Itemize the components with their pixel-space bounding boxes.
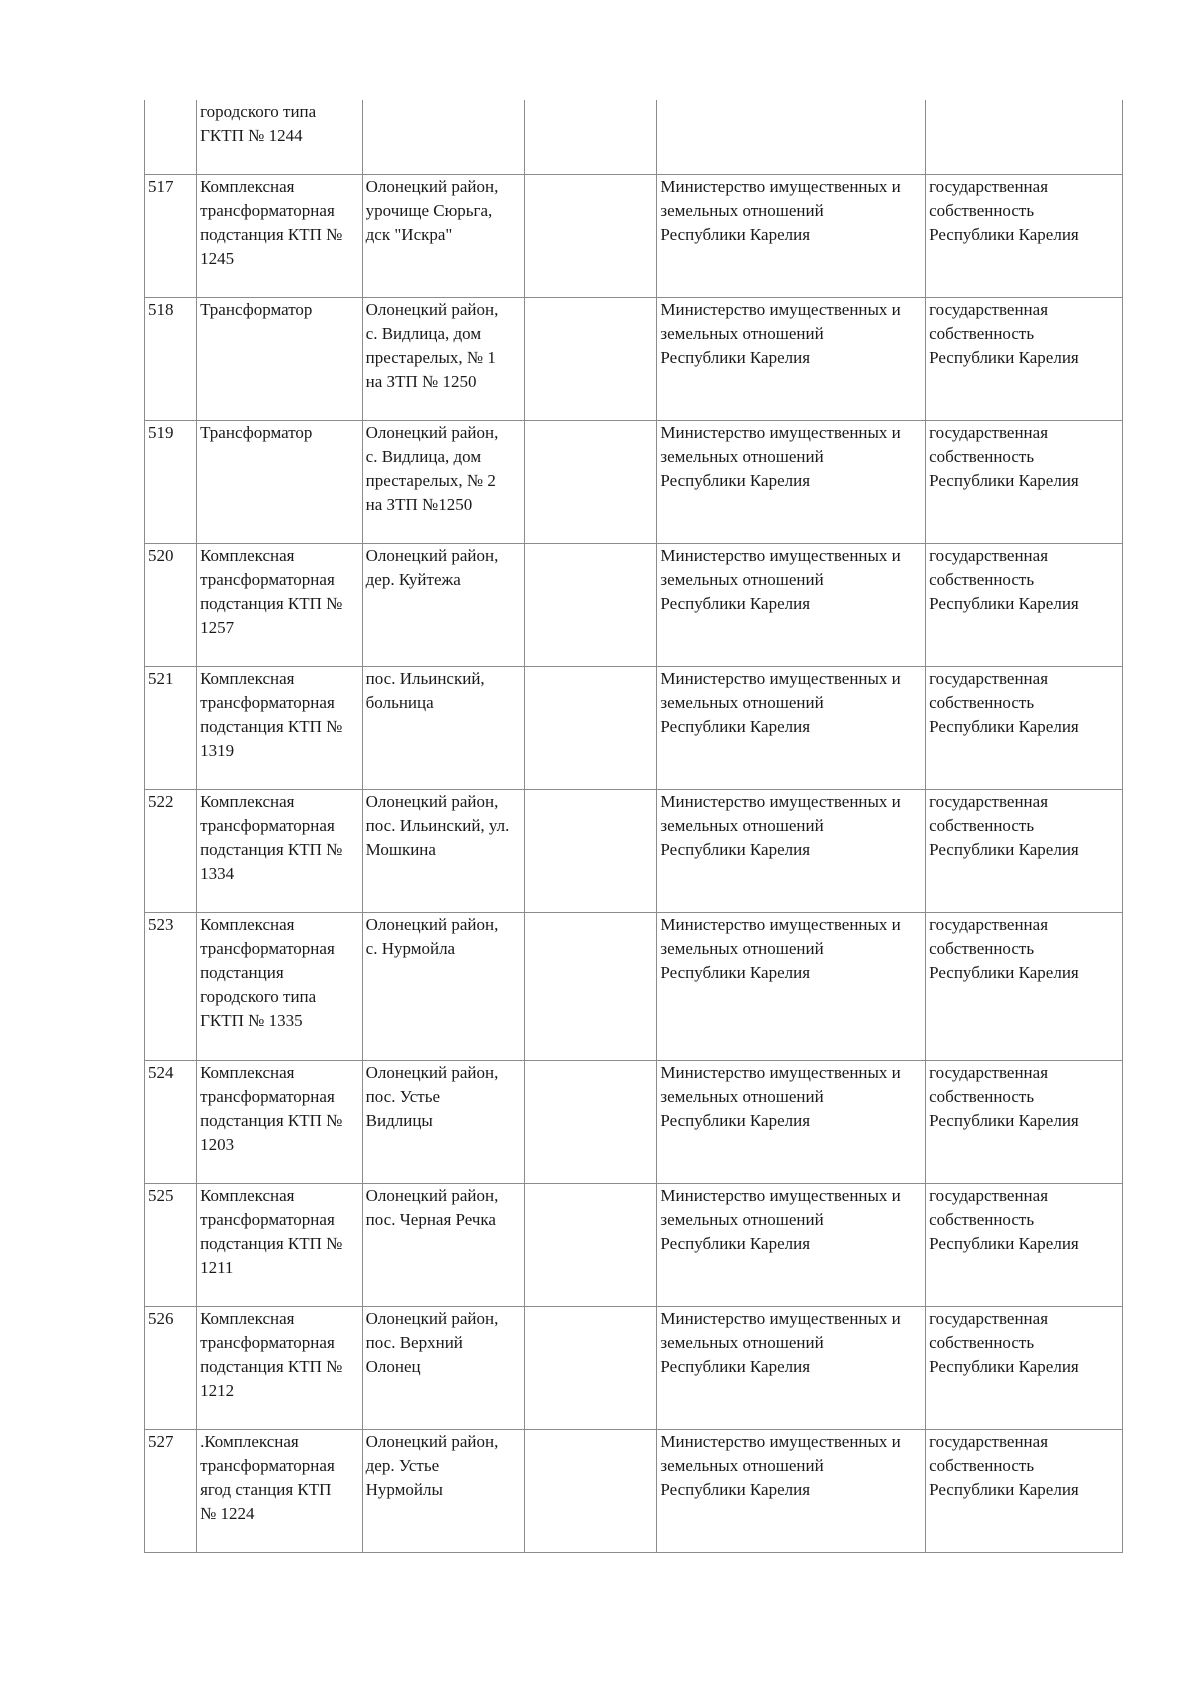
ownership-type-cell [926,789,1123,912]
row-number-cell [145,666,197,789]
rights-holder-text: Министерство имущественных и земельных отношений Республики Карелия [660,1431,901,1499]
object-name-cell [197,543,363,666]
rights-holder-text: Министерство имущественных и земельных отношений Республики Карелия [660,422,901,490]
table-row [145,789,1123,912]
ownership-type-text: государственная собственность Республики Карелия [929,1185,1079,1253]
object-name-text: Трансформатор [200,299,313,319]
ownership-type-cell [926,666,1123,789]
object-address-cell [362,912,524,1060]
empty-column-cell [525,420,657,543]
ownership-type-text: государственная собственность Республики Карелия [929,668,1079,736]
empty-column-cell [525,1429,657,1552]
ownership-type-cell [926,297,1123,420]
object-name-text: Комплексная трансформаторная подстанция КТП № 1334 [200,791,343,883]
object-address-text: Олонецкий район, с. Видлица, дом престарелых, № 1 на ЗТП № 1250 [365,299,499,391]
ownership-type-text: государственная собственность Республики Карелия [929,914,1079,982]
object-name-cell [197,100,363,174]
table-row [145,297,1123,420]
object-address-text: Олонецкий район, дер. Куйтежа [365,545,499,589]
rights-holder-text: Министерство имущественных и земельных отношений Республики Карелия [660,545,901,613]
rights-holder-cell [657,789,926,912]
object-name-cell [197,174,363,297]
empty-column-cell [525,1183,657,1306]
object-address-text: Олонецкий район, дер. Устье Нурмойлы [365,1431,499,1499]
table-row [145,543,1123,666]
row-number-cell [145,1429,197,1552]
row-number-text: 525 [148,1185,174,1205]
object-name-text: Комплексная трансформаторная подстанция городского типа ГКТП № 1335 [200,914,335,1030]
row-number-text: 518 [148,299,174,319]
empty-column-cell [525,174,657,297]
property-registry-table [144,100,1123,1553]
object-address-text: Олонецкий район, с. Нурмойла [365,914,499,958]
rights-holder-text: Министерство имущественных и земельных отношений Республики Карелия [660,1185,901,1253]
row-number-cell [145,912,197,1060]
object-name-text: Комплексная трансформаторная подстанция КТП № 1319 [200,668,343,760]
object-name-text: Комплексная трансформаторная подстанция КТП № 1211 [200,1185,343,1277]
rights-holder-cell [657,1429,926,1552]
row-number-text: 521 [148,668,174,688]
object-name-cell [197,789,363,912]
ownership-type-text: государственная собственность Республики Карелия [929,545,1079,613]
empty-column-cell [525,1306,657,1429]
ownership-type-text: государственная собственность Республики Карелия [929,1062,1079,1130]
ownership-type-cell [926,420,1123,543]
row-number-text: 524 [148,1062,174,1082]
rights-holder-cell [657,543,926,666]
ownership-type-text: государственная собственность Республики Карелия [929,1431,1079,1499]
row-number-cell [145,1306,197,1429]
table-row [145,1060,1123,1183]
object-address-cell [362,1429,524,1552]
object-name-text: Комплексная трансформаторная подстанция КТП № 1203 [200,1062,343,1154]
rights-holder-cell [657,1306,926,1429]
rights-holder-text: Министерство имущественных и земельных отношений Республики Карелия [660,1062,901,1130]
table-row [145,1183,1123,1306]
rights-holder-cell [657,297,926,420]
object-address-text: Олонецкий район, с. Видлица, дом престарелых, № 2 на ЗТП №1250 [365,422,499,514]
ownership-type-cell [926,1060,1123,1183]
row-number-text: 517 [148,176,174,196]
row-number-cell [145,100,197,174]
registry-table-body [145,100,1123,1552]
empty-column-cell [525,1060,657,1183]
object-address-text: Олонецкий район, пос. Устье Видлицы [365,1062,499,1130]
object-address-cell [362,1306,524,1429]
table-row [145,1306,1123,1429]
ownership-type-cell [926,912,1123,1060]
row-number-text: 526 [148,1308,174,1328]
object-address-cell [362,789,524,912]
rights-holder-text: Министерство имущественных и земельных отношений Республики Карелия [660,791,901,859]
rights-holder-cell [657,666,926,789]
rights-holder-cell [657,174,926,297]
rights-holder-text: Министерство имущественных и земельных отношений Республики Карелия [660,1308,901,1376]
object-name-text: .Комплексная трансформаторная ягод станция КТП № 1224 [200,1431,335,1523]
table-row [145,1429,1123,1552]
rights-holder-cell [657,420,926,543]
object-address-cell [362,1060,524,1183]
ownership-type-cell [926,1306,1123,1429]
rights-holder-cell [657,912,926,1060]
table-row [145,100,1123,174]
object-address-text: Олонецкий район, урочище Сюрьга, дск "Искра" [365,176,499,244]
rights-holder-text: Министерство имущественных и земельных отношений Республики Карелия [660,668,901,736]
ownership-type-cell [926,100,1123,174]
row-number-text: 527 [148,1431,174,1451]
row-number-text: 520 [148,545,174,565]
row-number-cell [145,174,197,297]
empty-column-cell [525,297,657,420]
row-number-text: 523 [148,914,174,934]
rights-holder-cell [657,100,926,174]
object-address-cell [362,174,524,297]
object-address-cell [362,100,524,174]
object-name-cell [197,1060,363,1183]
empty-column-cell [525,100,657,174]
object-address-cell [362,420,524,543]
rights-holder-text: Министерство имущественных и земельных отношений Республики Карелия [660,299,901,367]
object-address-cell [362,543,524,666]
object-address-text: Олонецкий район, пос. Верхний Олонец [365,1308,499,1376]
object-name-text: Комплексная трансформаторная подстанция КТП № 1257 [200,545,343,637]
object-address-text: Олонецкий район, пос. Черная Речка [365,1185,499,1229]
table-row [145,174,1123,297]
row-number-cell [145,789,197,912]
row-number-cell [145,543,197,666]
row-number-cell [145,1060,197,1183]
object-name-text: Комплексная трансформаторная подстанция КТП № 1245 [200,176,343,268]
ownership-type-text: государственная собственность Республики Карелия [929,791,1079,859]
object-name-cell [197,1306,363,1429]
object-name-cell [197,1183,363,1306]
object-name-cell [197,912,363,1060]
ownership-type-text: государственная собственность Республики Карелия [929,176,1079,244]
table-row [145,666,1123,789]
ownership-type-text: государственная собственность Республики Карелия [929,422,1079,490]
object-name-text: Комплексная трансформаторная подстанция КТП № 1212 [200,1308,343,1400]
row-number-text: 522 [148,791,174,811]
ownership-type-text: государственная собственность Республики Карелия [929,1308,1079,1376]
object-name-text: Трансформатор [200,422,313,442]
row-number-text: 519 [148,422,174,442]
empty-column-cell [525,789,657,912]
row-number-cell [145,1183,197,1306]
object-address-text: Олонецкий район, пос. Ильинский, ул. Мошкина [365,791,510,859]
object-name-text: городского типа ГКТП № 1244 [200,102,317,145]
empty-column-cell [525,543,657,666]
ownership-type-cell [926,1429,1123,1552]
rights-holder-text: Министерство имущественных и земельных отношений Республики Карелия [660,176,901,244]
empty-column-cell [525,666,657,789]
ownership-type-text: государственная собственность Республики Карелия [929,299,1079,367]
object-address-text: пос. Ильинский, больница [365,668,485,712]
rights-holder-text: Министерство имущественных и земельных отношений Республики Карелия [660,914,901,982]
rights-holder-cell [657,1060,926,1183]
object-name-cell [197,420,363,543]
table-row [145,912,1123,1060]
ownership-type-cell [926,543,1123,666]
ownership-type-cell [926,174,1123,297]
table-row [145,420,1123,543]
object-address-cell [362,297,524,420]
row-number-cell [145,420,197,543]
rights-holder-cell [657,1183,926,1306]
ownership-type-cell [926,1183,1123,1306]
object-name-cell [197,297,363,420]
empty-column-cell [525,912,657,1060]
object-address-cell [362,1183,524,1306]
row-number-cell [145,297,197,420]
object-name-cell [197,666,363,789]
object-address-cell [362,666,524,789]
object-name-cell [197,1429,363,1552]
